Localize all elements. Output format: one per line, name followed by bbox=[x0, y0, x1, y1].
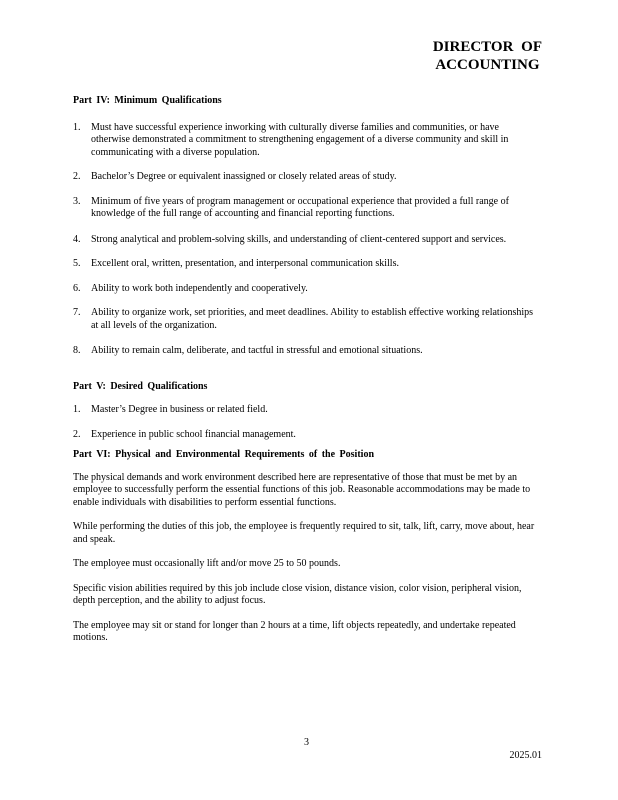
list-item bbox=[73, 345, 538, 358]
list-item bbox=[73, 404, 538, 417]
list-item-text: Minimum of five years of program management or occupational experience that provided a full range of knowledge of the full range of accounting and financial reporting functions. bbox=[91, 195, 509, 219]
list-item-number: 6. bbox=[73, 282, 81, 294]
list-item-text: Ability to remain calm, deliberate, and tactful in stressful and emotional situations. bbox=[91, 345, 423, 356]
list-item-number: 3. bbox=[73, 195, 81, 207]
list-item-number: 8. bbox=[73, 345, 81, 356]
list-item-number: 1. bbox=[73, 121, 81, 133]
list-item-text: Master’s Degree in business or related field. bbox=[91, 404, 268, 415]
list-item-number: 4. bbox=[73, 233, 81, 245]
document-body bbox=[73, 95, 538, 645]
section-heading-part-4: Part IV: Minimum Qualifications bbox=[73, 95, 222, 106]
list-item bbox=[73, 258, 538, 271]
list-item-text: Must have successful experience inworking with culturally diverse families and communities, or have otherwise demonstrated a commitment to strengthening engagement of a diverse community and skill in communicating with a diverse population. bbox=[91, 121, 509, 158]
vision-paragraph: Specific vision abilities required by this job include close vision, distance vision, color vision, peripheral vision, depth perception, and the ability to adjust focus. bbox=[73, 582, 522, 606]
list-item-number: 2. bbox=[73, 428, 81, 440]
list-item bbox=[73, 234, 538, 247]
document-title bbox=[433, 38, 542, 74]
title-line-2: ACCOUNTING bbox=[435, 57, 540, 73]
list-item-text: Excellent oral, written, presentation, and interpersonal communication skills. bbox=[91, 258, 399, 269]
list-item-text: Experience in public school financial management. bbox=[91, 428, 296, 440]
title-line-1: DIRECTOR OF bbox=[432, 39, 542, 55]
list-item bbox=[73, 307, 538, 332]
list-item-number: 5. bbox=[73, 258, 81, 269]
list-item-text: Ability to organize work, set priorities, and meet deadlines. Ability to establish effective working relationships at all levels of the organization. bbox=[91, 307, 534, 331]
lifting-paragraph: The employee must occasionally lift and/or move 25 to 50 pounds. bbox=[73, 558, 341, 569]
list-item bbox=[73, 171, 538, 184]
list-item-number: 2. bbox=[73, 171, 81, 182]
list-item-text: Ability to work both independently and cooperatively. bbox=[91, 282, 308, 294]
duties-paragraph: While performing the duties of this job, the employee is frequently required to sit, talk, lift, carry, move about, hear and speak. bbox=[73, 521, 535, 545]
list-item-number: 7. bbox=[73, 307, 81, 318]
section-heading-part-6: Part VI: Physical and Environmental Requirements of the Position bbox=[73, 449, 375, 460]
motions-paragraph: The employee may sit or stand for longer than 2 hours at a time, lift objects repeatedly, and undertake repeated motions. bbox=[73, 619, 516, 643]
list-item-text: Bachelor’s Degree or equivalent inassigned or closely related areas of study. bbox=[91, 171, 397, 182]
list-item bbox=[73, 283, 538, 296]
section-heading-part-5: Part V: Desired Qualifications bbox=[73, 380, 208, 392]
list-item-text: Strong analytical and problem-solving skills, and understanding of client-centered support and services. bbox=[91, 233, 507, 245]
list-item bbox=[73, 122, 538, 160]
list-item bbox=[73, 429, 538, 442]
minimum-qualifications-list bbox=[73, 122, 538, 358]
list-item-number: 1. bbox=[73, 404, 81, 415]
desired-qualifications-list bbox=[73, 404, 538, 441]
document-version: 2025.01 bbox=[509, 750, 542, 761]
physical-demands-paragraph: The physical demands and work environment described here are representative of those that must be met by an employee to successfully perform the essential functions of this job. Reasonable accommodations may be made to enable individuals with disabilities to perform essential functions. bbox=[73, 471, 531, 508]
page-number: 3 bbox=[304, 737, 309, 748]
list-item bbox=[73, 196, 538, 221]
